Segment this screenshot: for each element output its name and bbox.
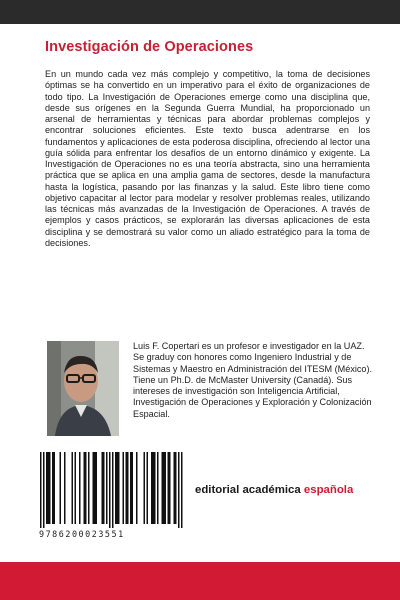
barcode-bar [181,452,183,528]
barcode-bar [85,452,87,524]
author-photo [47,341,119,436]
barcode-bar [136,452,138,524]
barcode-bar [162,452,164,524]
barcode-bar [94,452,96,524]
barcode-bar [109,452,111,528]
barcode-bar [93,452,95,524]
barcode-bar [106,452,108,524]
barcode-bar [154,452,156,524]
barcode-bar [72,452,74,524]
barcode-bar [157,452,159,524]
barcode-bar [153,452,155,524]
publisher-name-accent: española [303,484,354,496]
author-portrait-illustration [47,341,119,436]
barcode-bar [54,452,56,524]
barcode-bar [126,452,128,524]
barcode-bar [43,452,45,528]
top-band [0,0,400,24]
barcode-bar [40,452,42,528]
barcode-bar [165,452,167,524]
barcode-bar [174,452,176,524]
bottom-band [0,562,400,600]
barcode-bar [84,452,86,524]
barcode-bar [96,452,98,524]
barcode-bar [60,452,62,524]
barcode-bar [178,452,180,528]
publisher-name: editorial académica [195,484,304,496]
barcode-bar [118,452,120,524]
barcode-bar [127,452,129,524]
book-description: En un mundo cada vez más complejo y competitivo, la toma de decisiones óptimas se ha convertido en un imperativo para el éxito de organizaciones de todo tipo. La Investigación de Operaciones emerge como una disciplina que, desde sus orígenes en la Segunda Guerra Mundial, ha proporcionado un arsenal de herramientas y técnicas para abordar problemas complejos y encontrar soluciones eficientes. Este texto busca adentrarse en los fundamentos y aplicaciones de esta poderosa disciplina, ofreciendo al lector una guía sólida para enfrentar los desafíos de un entorno dinámico y exigente. La Investigación de Operaciones no es una teoría abstracta, sino una herramienta práctica que se aplica en una amplia gama de sectores, desde la manufactura hasta la logística, pasando por las finanzas y la salud. Este libro tiene como objetivo capacitar al lector para modelar y resolver problemas reales, utilizando las técnicas más avanzadas de la Investigación de Operaciones. A través de ejemplos y casos prácticos, se explorarán las diversas aplicaciones de esta disciplina y se demostrará su valor como un aliado estratégico para la toma de decisiones. [45,69,370,248]
barcode-bar [103,452,105,524]
publisher-logo [195,484,375,496]
barcode-bar [79,452,81,524]
book-title: Investigación de Operaciones [45,39,254,55]
barcode-bar [132,452,134,524]
barcode-bar [75,452,77,524]
barcode-bar [46,452,48,524]
barcode-bar [151,452,153,524]
barcode-bar [115,452,117,524]
barcode-bar [49,452,51,524]
isbn-barcode [36,452,186,542]
author-bio: Luis F. Copertari es un profesor e investigador en la UAZ. Se graduy con honores como Ingeniero Industrial y de Sistemas y Maestro en Administración del ITESM (México). Tiene un Ph.D. de McMaster University (Canadá). Sus intereses de investigación son Inteligencia Artificial, Investigación de Operaciones y Exploración y Colonización Espacial. [133,341,373,419]
barcode-bar [102,452,104,524]
barcode-bar [144,452,146,524]
barcode-bar [168,452,170,524]
barcode-bar [169,452,171,524]
isbn-number: 9786200023551 [39,529,125,539]
barcode-bar [147,452,149,524]
barcode-bar [52,452,54,524]
barcode-bar [117,452,119,524]
barcode-bar [48,452,50,524]
barcode-bar [88,452,90,524]
barcode-bar [130,452,132,524]
barcode-bars [36,452,186,528]
barcode-bar [175,452,177,524]
barcode-bar [123,452,125,524]
barcode-bar [112,452,114,528]
barcode-bar [64,452,66,524]
barcode-bar [163,452,165,524]
